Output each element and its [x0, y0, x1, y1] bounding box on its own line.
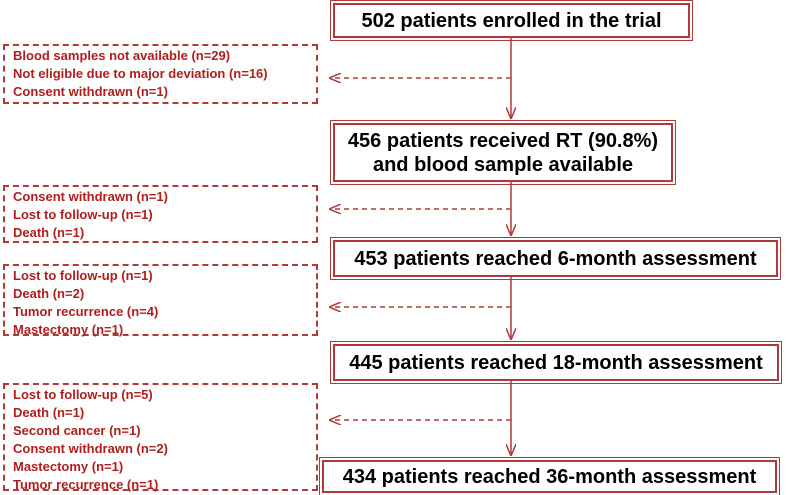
exclusion-item: Lost to follow-up (n=5): [13, 387, 153, 402]
stage-box-18-month: [333, 344, 779, 381]
stage-box-6-month: [333, 240, 778, 277]
stage-box-enrolled: [333, 3, 690, 38]
exclusion-item: Consent withdrawn (n=1): [13, 189, 168, 204]
stage-box-received-rt: [333, 123, 673, 182]
exclusion-item: Consent withdrawn (n=2): [13, 441, 168, 456]
exclusion-item: Tumor recurrence (n=4): [13, 304, 159, 319]
stage-label-line-2: and blood sample available: [372, 153, 634, 176]
exclusion-item: Mastectomy (n=1): [13, 322, 124, 337]
exclusion-item: Not eligible due to major deviation (n=16): [13, 66, 268, 81]
exclusion-item: Tumor recurrence (n=1): [13, 477, 159, 492]
exclusion-item: Mastectomy (n=1): [13, 459, 124, 474]
stage-label: 453 patients reached 6-month assessment: [354, 247, 757, 270]
stage-label-line-1: 456 patients received RT (90.8%): [347, 129, 659, 152]
stage-label: 502 patients enrolled in the trial: [361, 9, 662, 32]
exclusion-item: Blood samples not available (n=29): [13, 48, 231, 63]
exclusion-item: Lost to follow-up (n=1): [13, 268, 153, 283]
exclusion-box-2: [3, 185, 318, 243]
stage-box-36-month: [322, 460, 777, 493]
exclusion-item: Death (n=1): [13, 405, 85, 420]
stage-label: 445 patients reached 18-month assessment: [349, 351, 763, 374]
exclusion-box-3: [3, 264, 318, 336]
exclusion-box-4: [3, 383, 318, 491]
exclusion-item: Death (n=2): [13, 286, 85, 301]
exclusion-box-1: [3, 44, 318, 104]
exclusion-item: Consent withdrawn (n=1): [13, 84, 168, 99]
exclusion-item: Lost to follow-up (n=1): [13, 207, 153, 222]
exclusion-item: Death (n=1): [13, 225, 85, 240]
exclusion-item: Second cancer (n=1): [13, 423, 141, 438]
stage-label: 434 patients reached 36-month assessment: [342, 465, 757, 488]
